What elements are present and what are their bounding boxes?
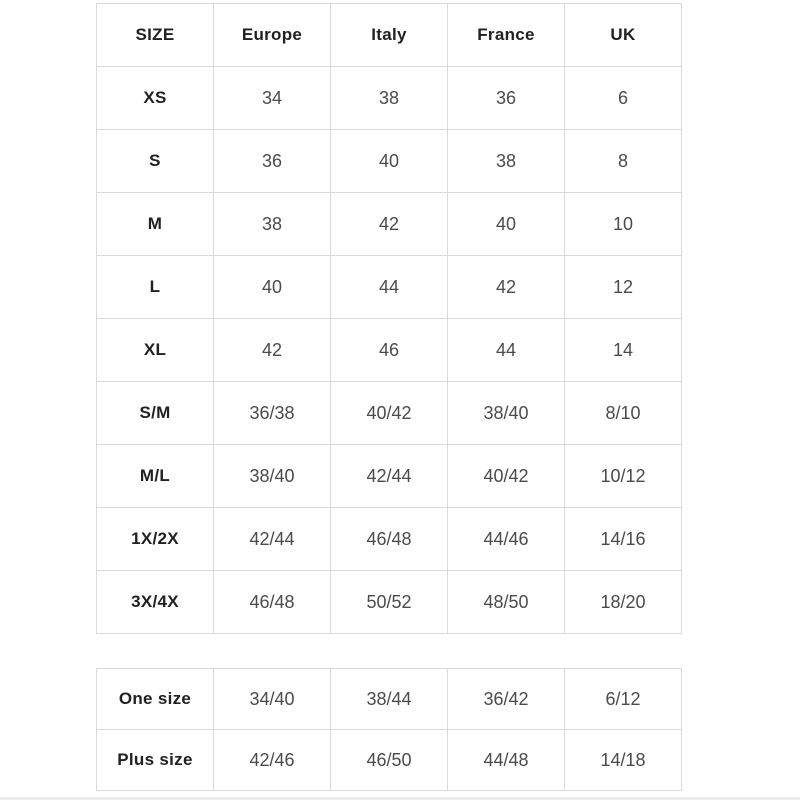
size-value: 46/50 — [331, 730, 448, 791]
column-header-uk: UK — [565, 4, 682, 67]
special-sizes-table — [96, 668, 682, 791]
size-value: 38 — [214, 193, 331, 256]
table-row-plus-size — [97, 730, 682, 791]
column-header-france: France — [448, 4, 565, 67]
size-value: 44 — [331, 256, 448, 319]
table-row-s-m — [97, 382, 682, 445]
column-header-italy: Italy — [331, 4, 448, 67]
table-row-1x-2x — [97, 508, 682, 571]
size-value: 40/42 — [448, 445, 565, 508]
size-value: 10 — [565, 193, 682, 256]
table-row-one-size — [97, 669, 682, 730]
size-label: L — [97, 256, 214, 319]
size-value: 42/44 — [331, 445, 448, 508]
size-value: 6 — [565, 67, 682, 130]
size-label: Plus size — [97, 730, 214, 791]
size-value: 42 — [331, 193, 448, 256]
table-row-3x-4x — [97, 571, 682, 634]
size-label: One size — [97, 669, 214, 730]
size-label: M/L — [97, 445, 214, 508]
table-row-m — [97, 193, 682, 256]
column-header-europe: Europe — [214, 4, 331, 67]
size-value: 34 — [214, 67, 331, 130]
size-value: 46/48 — [331, 508, 448, 571]
size-value: 46 — [331, 319, 448, 382]
size-label: 3X/4X — [97, 571, 214, 634]
size-value: 38/40 — [448, 382, 565, 445]
size-value: 44 — [448, 319, 565, 382]
size-value: 36 — [448, 67, 565, 130]
size-value: 10/12 — [565, 445, 682, 508]
size-label: M — [97, 193, 214, 256]
size-value: 6/12 — [565, 669, 682, 730]
size-value: 48/50 — [448, 571, 565, 634]
size-value: 50/52 — [331, 571, 448, 634]
size-value: 42 — [448, 256, 565, 319]
size-conversion-table — [96, 3, 682, 634]
table-row-l — [97, 256, 682, 319]
header-row — [97, 4, 682, 67]
table-row-m-l — [97, 445, 682, 508]
size-value: 34/40 — [214, 669, 331, 730]
size-value: 42/44 — [214, 508, 331, 571]
table-row-s — [97, 130, 682, 193]
size-value: 8 — [565, 130, 682, 193]
size-label: 1X/2X — [97, 508, 214, 571]
size-value: 38/40 — [214, 445, 331, 508]
size-value: 40/42 — [331, 382, 448, 445]
size-value: 36 — [214, 130, 331, 193]
size-value: 14/18 — [565, 730, 682, 791]
size-value: 8/10 — [565, 382, 682, 445]
size-value: 44/46 — [448, 508, 565, 571]
table-row-xl — [97, 319, 682, 382]
size-value: 18/20 — [565, 571, 682, 634]
size-value: 42/46 — [214, 730, 331, 791]
size-value: 44/48 — [448, 730, 565, 791]
size-value: 40 — [331, 130, 448, 193]
column-header-size: SIZE — [97, 4, 214, 67]
size-value: 46/48 — [214, 571, 331, 634]
size-value: 38/44 — [331, 669, 448, 730]
size-label: XL — [97, 319, 214, 382]
size-value: 40 — [448, 193, 565, 256]
size-value: 40 — [214, 256, 331, 319]
size-label: S — [97, 130, 214, 193]
table-row-xs — [97, 67, 682, 130]
size-value: 14 — [565, 319, 682, 382]
size-value: 14/16 — [565, 508, 682, 571]
size-label: XS — [97, 67, 214, 130]
size-label: S/M — [97, 382, 214, 445]
size-value: 38 — [331, 67, 448, 130]
size-value: 36/42 — [448, 669, 565, 730]
size-value: 38 — [448, 130, 565, 193]
size-value: 12 — [565, 256, 682, 319]
size-value: 36/38 — [214, 382, 331, 445]
size-value: 42 — [214, 319, 331, 382]
